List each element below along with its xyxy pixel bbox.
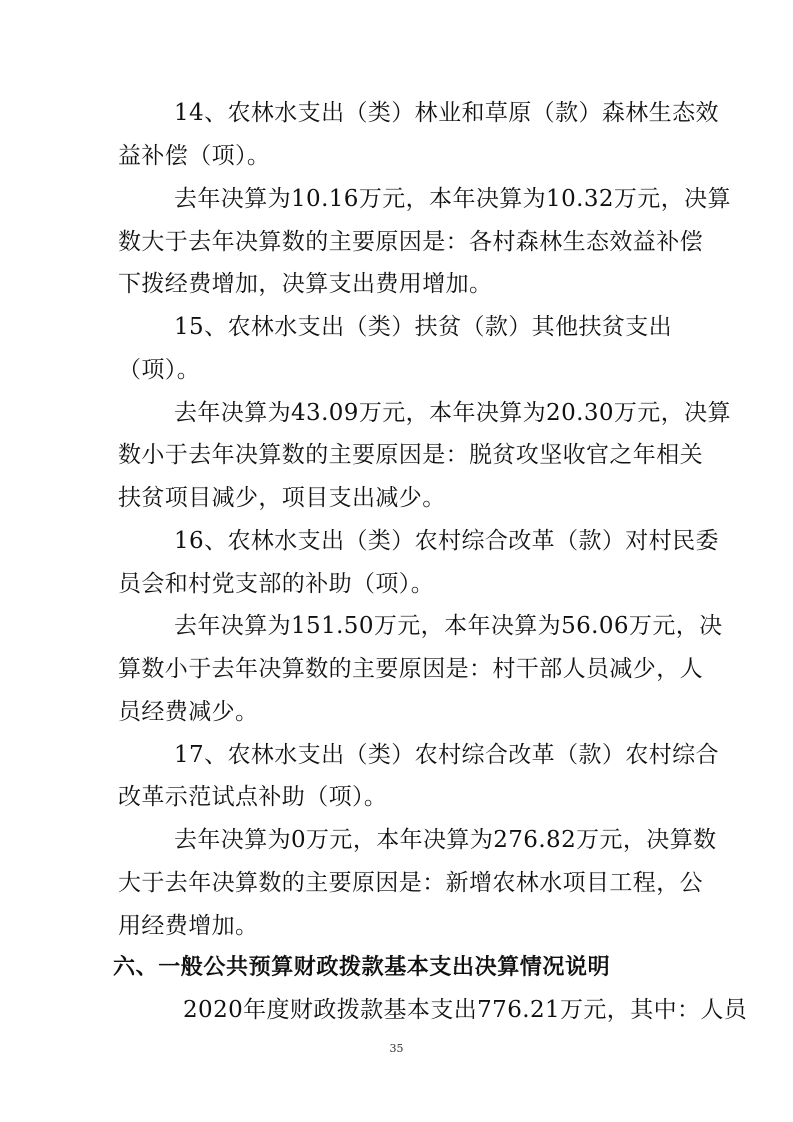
item-14-paragraph-line-2: 数大于去年决算数的主要原因是：各村森林生态效益补偿	[118, 229, 703, 255]
item-16-paragraph-line-2: 算数小于去年决算数的主要原因是：村干部人员减少，人	[118, 656, 703, 682]
item-15-paragraph-line-2: 数小于去年决算数的主要原因是：脱贫攻坚收官之年相关	[118, 442, 703, 468]
item-16-title-line-2: 员会和村党支部的补助（项）。	[118, 571, 435, 597]
item-14-paragraph-line-3: 下拨经费增加，决算支出费用增加。	[118, 271, 493, 297]
item-16-paragraph-line-1: 去年决算为151.50万元，本年决算为56.06万元，决	[174, 613, 723, 639]
item-15-title-line-1: 15、农林水支出（类）扶贫（款）其他扶贫支出	[174, 314, 673, 340]
item-15-title-line-2: （项）。	[118, 357, 201, 383]
section-paragraph-line-1: 2020年度财政拨款基本支出776.21万元，其中：人员	[183, 997, 748, 1023]
item-15-paragraph-line-1: 去年决算为43.09万元，本年决算为20.30万元，决算	[174, 400, 731, 426]
item-14-paragraph-line-1: 去年决算为10.16万元，本年决算为10.32万元，决算	[174, 186, 731, 212]
item-17-paragraph-line-3: 用经费增加。	[118, 913, 259, 939]
item-17-title-line-2: 改革示范试点补助（项）。	[118, 784, 388, 810]
item-17-paragraph-line-1: 去年决算为0万元，本年决算为276.82万元，决算数	[174, 827, 717, 853]
item-17-paragraph-line-2: 大于去年决算数的主要原因是：新增农林水项目工程，公	[118, 870, 703, 896]
section-heading: 六、一般公共预算财政拨款基本支出决算情况说明	[113, 955, 611, 980]
item-16-title-line-1: 16、农林水支出（类）农村综合改革（款）对村民委	[174, 528, 719, 554]
item-14-title-line-2: 益补偿（项）。	[118, 143, 271, 169]
page-number: 35	[389, 1042, 404, 1055]
item-16-paragraph-line-3: 员经费减少。	[118, 699, 259, 725]
item-15-paragraph-line-3: 扶贫项目减少，项目支出减少。	[118, 485, 446, 511]
item-17-title-line-1: 17、农林水支出（类）农村综合改革（款）农村综合	[174, 742, 719, 768]
item-14-title-line-1: 14、农林水支出（类）林业和草原（款）森林生态效	[174, 100, 719, 126]
